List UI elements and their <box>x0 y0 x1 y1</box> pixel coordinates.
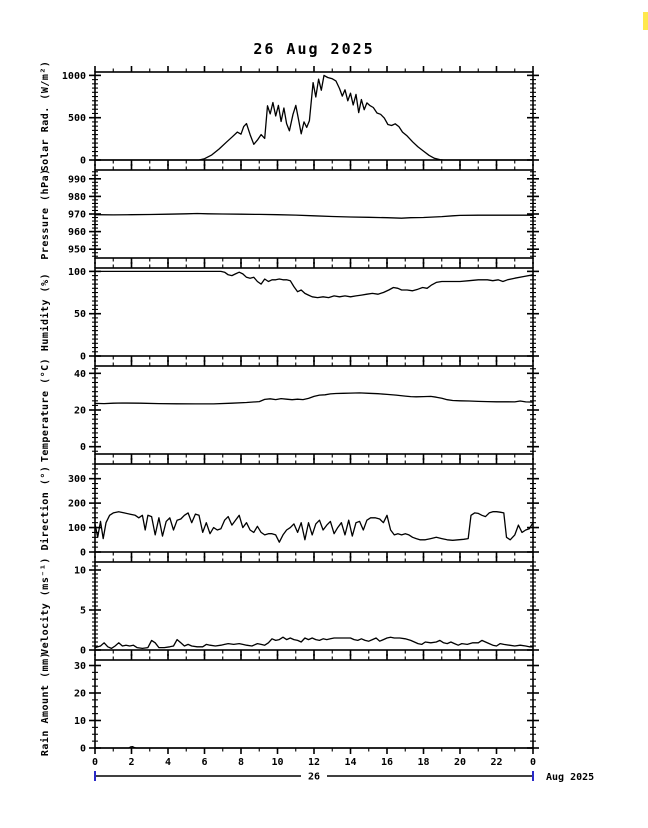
x-tick-label: 10 <box>271 757 284 768</box>
x-tick-label: 8 <box>237 757 245 768</box>
y-tick-label: 100 <box>67 266 86 278</box>
x-tick-label: 6 <box>201 757 208 768</box>
ylabel-direction: Direction (°) <box>40 465 51 551</box>
y-tick-label: 5 <box>79 605 86 617</box>
x-tick-label: 12 <box>307 757 321 768</box>
x-tick-label: 0 <box>529 757 537 768</box>
y-tick-label: 50 <box>73 309 86 321</box>
panel-frame <box>95 366 533 454</box>
panel-frame <box>95 562 533 650</box>
ylabel-velocity: Velocity (ms⁻¹) <box>40 557 51 655</box>
screen-edge-artifact <box>643 12 648 30</box>
y-tick-label: 1000 <box>61 70 86 82</box>
solar-radiation-series-line <box>95 75 533 160</box>
panel-humidity <box>39 262 539 363</box>
y-tick-label: 20 <box>73 405 86 417</box>
x-tick-label: 0 <box>91 757 99 768</box>
page-title: 26 Aug 2025 <box>253 40 375 58</box>
y-tick-label: 30 <box>73 661 86 672</box>
y-tick-label: 0 <box>79 351 86 363</box>
panel-velocity <box>39 556 539 657</box>
y-tick-label: 10 <box>73 716 86 727</box>
y-tick-label: 0 <box>79 155 86 167</box>
y-tick-label: 950 <box>67 244 86 256</box>
y-tick-label: 0 <box>79 743 86 755</box>
panel-solar-radiation <box>40 61 539 172</box>
panel-frame <box>95 660 533 748</box>
panel-direction <box>39 458 539 559</box>
footer-day-label: 26 <box>307 771 321 783</box>
y-tick-label: 100 <box>67 523 86 535</box>
y-tick-label: 0 <box>79 645 86 657</box>
ylabel-temperature: Temperature (°C) <box>40 357 51 463</box>
panel-pressure <box>40 164 539 264</box>
y-tick-label: 0 <box>79 547 86 559</box>
x-tick-label: 16 <box>380 757 394 768</box>
direction-series-line <box>95 512 533 543</box>
y-tick-label: 990 <box>67 174 86 186</box>
y-tick-label: 200 <box>67 498 86 510</box>
y-tick-label: 970 <box>67 209 86 221</box>
ylabel-humidity: Humidity (%) <box>40 272 51 352</box>
y-tick-label: 960 <box>67 227 86 239</box>
ylabel-solar-radiation: Solar Rad. (W/m²) <box>40 60 51 172</box>
y-tick-label: 0 <box>79 442 86 454</box>
y-tick-label: 10 <box>73 565 86 577</box>
velocity-series-line <box>95 637 533 648</box>
x-tick-label: 18 <box>417 757 430 768</box>
y-tick-label: 20 <box>73 688 86 700</box>
footer-month-year-label: Aug 2025 <box>546 772 595 783</box>
panel-rain-amount <box>39 652 539 756</box>
x-tick-label: 22 <box>490 757 503 768</box>
y-tick-label: 40 <box>73 368 86 380</box>
ylabel-pressure: Pressure (hPa) <box>40 168 51 260</box>
x-tick-label: 20 <box>453 757 467 768</box>
x-tick-label: 2 <box>128 757 135 768</box>
humidity-series-line <box>95 271 533 297</box>
y-tick-label: 300 <box>67 474 86 486</box>
x-tick-label: 4 <box>164 757 172 768</box>
temperature-series-line <box>95 393 533 404</box>
y-tick-label: 980 <box>67 191 86 203</box>
pressure-series-line <box>95 214 533 219</box>
x-tick-label: 14 <box>344 757 357 768</box>
ylabel-rain-amount: Rain Amount (mm) <box>40 651 51 757</box>
panel-temperature <box>40 358 539 462</box>
y-tick-label: 500 <box>67 113 86 125</box>
